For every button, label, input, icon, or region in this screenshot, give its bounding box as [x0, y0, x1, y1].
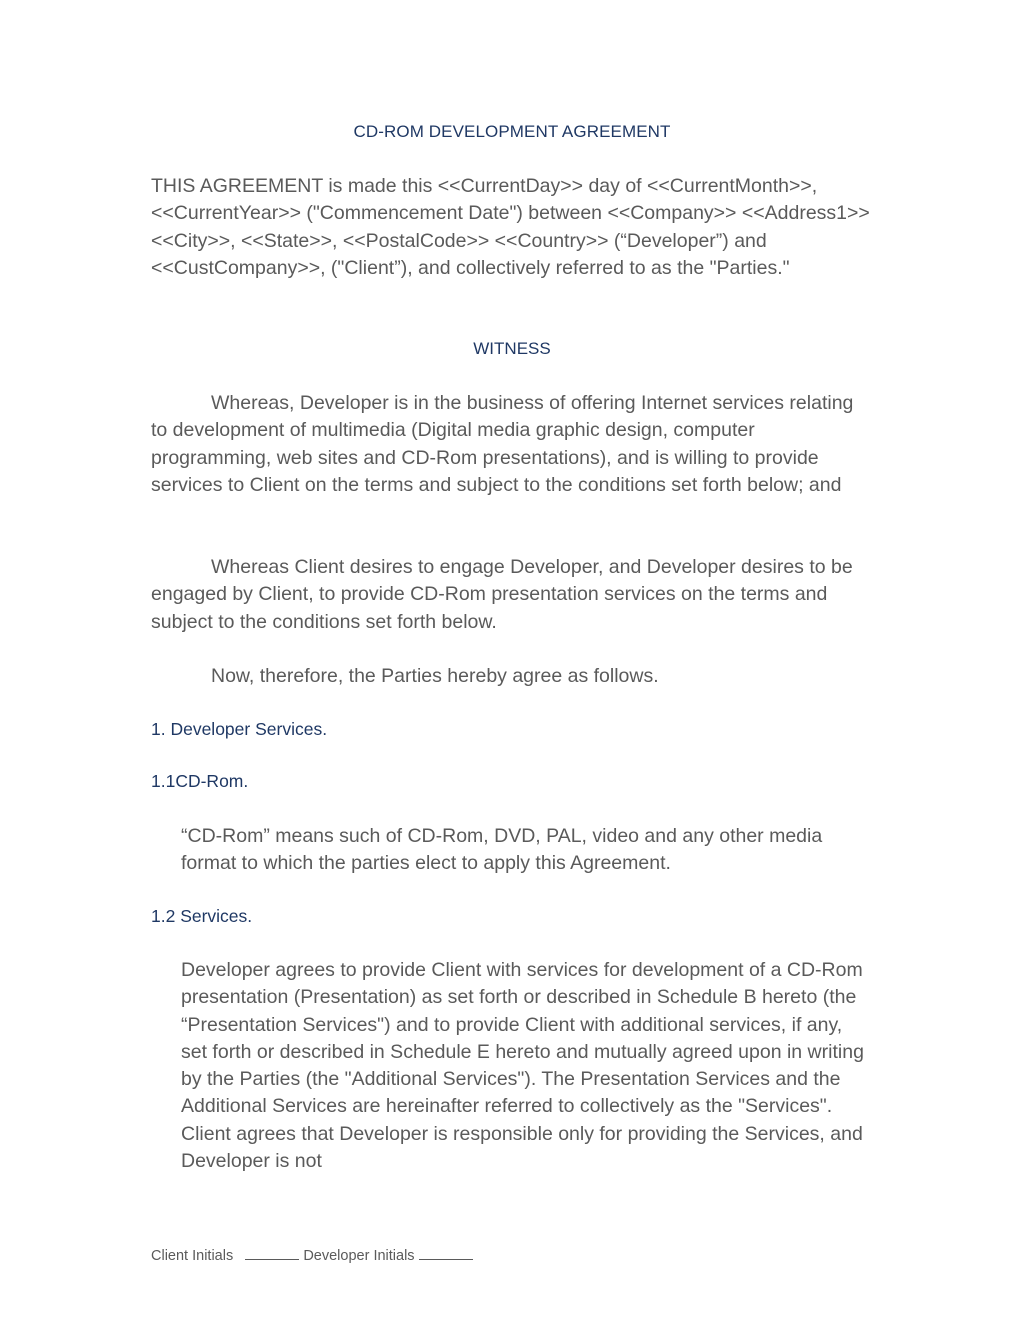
recital-paragraph-3: Now, therefore, the Parties hereby agree as follows.	[211, 665, 659, 687]
client-initials-blank	[245, 1246, 299, 1260]
developer-initials-blank	[419, 1246, 473, 1260]
client-initials-label: Client Initials	[151, 1248, 234, 1264]
witness-heading: WITNESS	[473, 339, 551, 358]
section-1-heading: 1. Developer Services.	[151, 719, 328, 739]
recital-paragraph-2: Whereas Client desires to engage Developer, and Developer desires to be engaged by Client, to provide CD-Rom presentation services on the terms and subject to the conditions set forth below.	[151, 556, 853, 633]
initials-footer	[151, 1246, 473, 1264]
developer-initials-label: Developer Initials	[303, 1248, 415, 1264]
section-1-2-heading: 1.2 Services.	[151, 906, 253, 926]
section-1-1-heading: 1.1CD-Rom.	[151, 771, 249, 791]
document-title: CD-ROM DEVELOPMENT AGREEMENT	[353, 122, 671, 141]
section-1-2-text: Developer agrees to provide Client with services for development of a CD-Rom presentation (Presentation) as set forth or described in Schedule B hereto (the “Presentation Services") and to provide Client with additional services, if any, set forth or described in Schedule E hereto and mutually agreed upon in writing by the Parties (the "Additional Services"). The Presentation Services and the Additional Services are hereinafter referred to collectively as the "Services". Client agrees that Developer is responsible only for providing the Services, and Developer is not	[181, 959, 864, 1173]
intro-paragraph: THIS AGREEMENT is made this <<CurrentDay>> day of <<CurrentMonth>>, <<CurrentYear>> ("Commencement Date") between <<Company>> <<Address1>> <<City>>, <<State>>, <<PostalCode>> <<Country>> (“Developer”) and <<CustCompany>>, ("Client”), and collectively referred to as the "Parties."	[151, 175, 870, 279]
recital-paragraph-1: Whereas, Developer is in the business of offering Internet services relating to development of multimedia (Digital media graphic design, computer programming, web sites and CD-Rom presentations), and is willing to provide services to Client on the terms and subject to the conditions set forth below; and	[151, 392, 854, 496]
section-1-1-text: “CD-Rom” means such of CD-Rom, DVD, PAL, video and any other media format to which the parties elect to apply this Agreement.	[181, 825, 823, 875]
document-page	[151, 0, 873, 1325]
